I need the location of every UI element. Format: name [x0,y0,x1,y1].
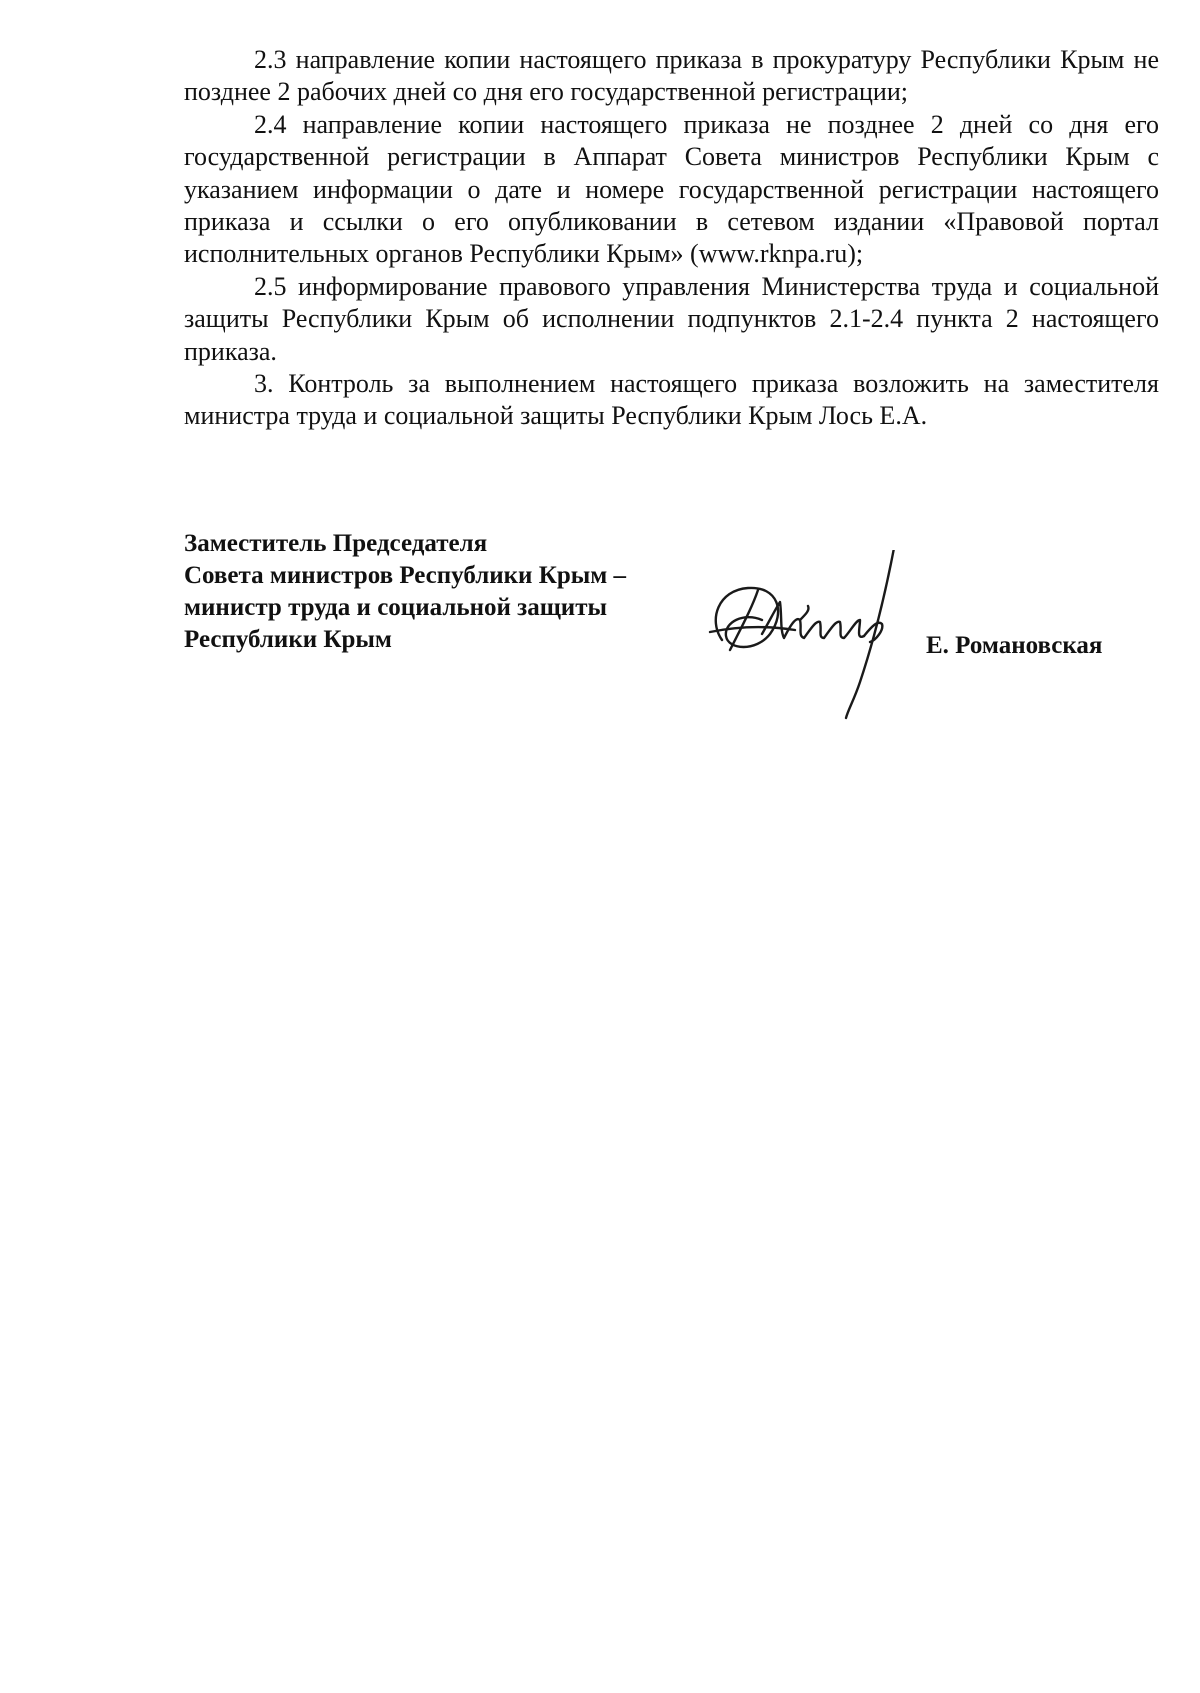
position-line-2: Совета министров Республики Крым – [184,562,627,589]
clause-2-5: 2.5 информирование правового управления Министерства труда и социальной защиты Республики Крым об исполнении подпунктов 2.1-2.4 пункта 2 настоящего приказа. [184,271,1159,366]
clause-2-3: 2.3 направление копии настоящего приказа в прокуратуру Республики Крым не позднее 2 рабочих дней со дня его государственной регистрации; [184,45,1159,107]
signer-name: Е. Романовская [926,632,1103,659]
position-line-4: Республики Крым [184,626,392,653]
clause-2-4: 2.4 направление копии настоящего приказа не позднее 2 дней со дня его государственной регистрации в Аппарат Совета министров Республики Крым с указанием информации о дате и номере государственной регистрации настоящего приказа и ссылки о его опубликовании в сетевом издании «Правовой портал исполнительных органов Республики Крым» (www.rknpa.ru); [184,109,1159,269]
position-line-1: Заместитель Председателя [184,530,488,557]
signatory-position [184,528,626,656]
position-line-3: министр труда и социальной защиты [184,594,607,621]
handwritten-signature [700,550,940,720]
order-body [184,44,1159,433]
clause-3: 3. Контроль за выполнением настоящего приказа возложить на заместителя министра труда и социальной защиты Республики Крым Лось Е.А. [184,369,1159,431]
